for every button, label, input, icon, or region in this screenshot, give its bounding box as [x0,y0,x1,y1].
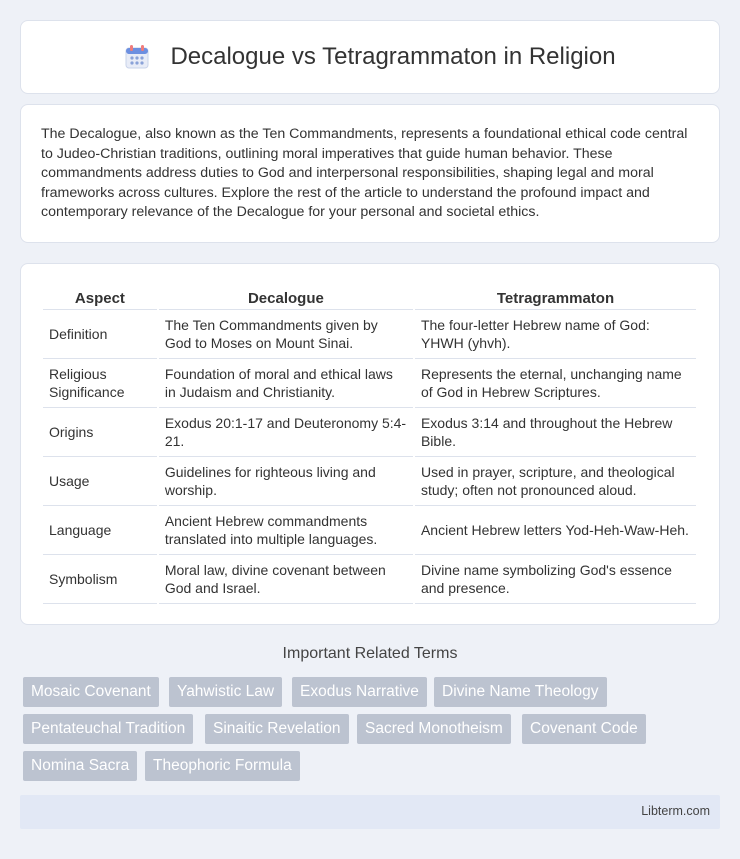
table-row [43,310,696,359]
table-header-row [43,284,696,310]
tag-covenant-code[interactable]: Covenant Code [522,714,646,744]
cell-aspect: Origins [43,408,157,457]
table-row [43,555,696,604]
intro-text: The Decalogue, also known as the Ten Commandments, represents a foundational ethical code central to Judeo-Christian traditions, outlining moral imperatives that guide human behavior. These commandments address duties to God and interpersonal responsibilities, shaping legal and moral frameworks across cultures. Explore the rest of the article to understand the profound impact and contemporary relevance of the Decalogue for your personal and societal ethics. [41,126,688,221]
tag-sinaitic-revelation[interactable]: Sinaitic Revelation [205,714,349,744]
header-decalogue: Decalogue [159,284,413,310]
cell-decalogue: Guidelines for righteous living and worship. [159,457,413,506]
cell-tetragrammaton: Ancient Hebrew letters Yod-Heh-Waw-Heh. [415,506,696,555]
comparison-table-card [20,263,720,625]
tag-nomina-sacra[interactable]: Nomina Sacra [23,751,137,781]
tag-sacred-monotheism[interactable]: Sacred Monotheism [357,714,511,744]
cell-aspect: Language [43,506,157,555]
cell-tetragrammaton: Represents the eternal, unchanging name of God in Hebrew Scriptures. [415,359,696,408]
table-row [43,457,696,506]
related-terms-title: Important Related Terms [282,645,458,662]
cell-tetragrammaton: Exodus 3:14 and throughout the Hebrew Bible. [415,408,696,457]
cell-aspect: Usage [43,457,157,506]
cell-tetragrammaton: Used in prayer, scripture, and theological study; often not pronounced aloud. [415,457,696,506]
cell-tetragrammaton: Divine name symbolizing God's essence and presence. [415,555,696,604]
table-row [43,359,696,408]
cell-aspect: Definition [43,310,157,359]
footer [20,795,720,829]
title-card [20,20,720,94]
cell-decalogue: Exodus 20:1-17 and Deuteronomy 5:4-21. [159,408,413,457]
table-row [43,506,696,555]
cell-decalogue: Foundation of moral and ethical laws in Judaism and Christianity. [159,359,413,408]
tag-yahwistic-law[interactable]: Yahwistic Law [169,677,282,707]
cell-aspect: Symbolism [43,555,157,604]
tag-pentateuchal-tradition[interactable]: Pentateuchal Tradition [23,714,193,744]
footer-brand[interactable]: Libterm.com [641,804,710,818]
intro-card [20,104,720,243]
cell-decalogue: Moral law, divine covenant between God and Israel. [159,555,413,604]
cell-decalogue: The Ten Commandments given by God to Moses on Mount Sinai. [159,310,413,359]
header-aspect: Aspect [43,284,157,310]
tag-exodus-narrative[interactable]: Exodus Narrative [292,677,427,707]
tag-divine-name-theology[interactable]: Divine Name Theology [434,677,607,707]
tag-mosaic-covenant[interactable]: Mosaic Covenant [23,677,159,707]
calendar-icon [124,44,150,70]
header-tetragrammaton: Tetragrammaton [415,284,696,310]
cell-aspect: Religious Significance [43,359,157,408]
comparison-table [41,284,698,604]
cell-decalogue: Ancient Hebrew commandments translated into multiple languages. [159,506,413,555]
cell-tetragrammaton: The four-letter Hebrew name of God: YHWH (yhvh). [415,310,696,359]
table-row [43,408,696,457]
tag-theophoric-formula[interactable]: Theophoric Formula [145,751,300,781]
page-title: Decalogue vs Tetragrammaton in Religion [170,43,616,70]
